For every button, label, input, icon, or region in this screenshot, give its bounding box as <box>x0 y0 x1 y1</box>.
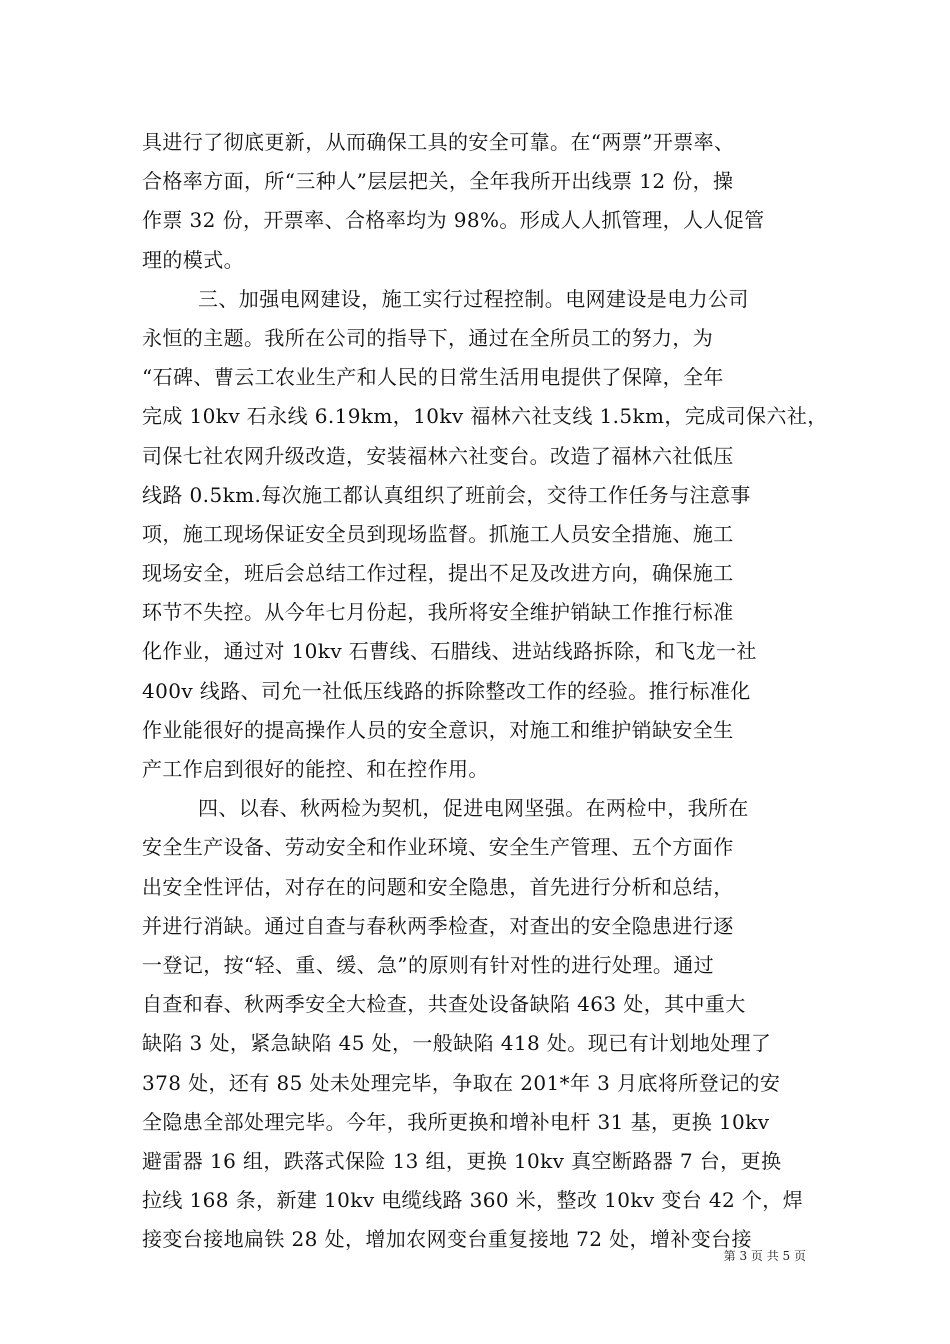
text-line: 拉线 168 条，新建 10kv 电缆线路 360 米，整改 10kv 变台 42 个，焊 <box>142 1188 804 1213</box>
page-number: 第 3 页 共 5 页 <box>723 1249 806 1263</box>
paragraph-first-line: 四、以春、秋两检为契机，促进电网坚强。在两检中，我所在 <box>198 796 749 821</box>
text-line: “石碑、曹云工农业生产和人民的日常生活用电提供了保障，全年 <box>142 365 724 390</box>
text-line: 作业能很好的提高操作人员的安全意识，对施工和维护销缺安全生 <box>142 717 734 742</box>
text-line: 全隐患全部处理完毕。今年，我所更换和增补电杆 31 基，更换 10kv <box>142 1109 770 1134</box>
text-line: 安全生产设备、劳动安全和作业环境、安全生产管理、五个方面作 <box>142 835 734 860</box>
text-line: 避雷器 16 组，跌落式保险 13 组，更换 10kv 真空断路器 7 台，更换 <box>142 1148 782 1173</box>
text-line: 环节不失控。从今年七月份起，我所将安全维护销缺工作推行标准 <box>142 600 734 625</box>
text-line: 项，施工现场保证安全员到现场监督。抓施工人员安全措施、施工 <box>142 521 734 546</box>
text-line: 理的模式。 <box>142 247 244 272</box>
text-line: 化作业，通过对 10kv 石曹线、石腊线、进站线路拆除，和飞龙一社 <box>142 639 757 664</box>
text-line: 并进行消缺。通过自查与春秋两季检查，对查出的安全隐患进行逐 <box>142 913 734 938</box>
text-line: 具进行了彻底更新，从而确保工具的安全可靠。在“两票”开票率、 <box>142 130 735 154</box>
paragraph-first-line: 三、加强电网建设，施工实行过程控制。电网建设是电力公司 <box>198 286 749 311</box>
text-line: 司保七社农网升级改造，安装福林六社变台。改造了福林六社低压 <box>142 443 734 468</box>
text-line: 378 处，还有 85 处未处理完毕，争取在 201*年 3 月底将所登记的安 <box>142 1070 781 1095</box>
text-line: 自查和春、秋两季安全大检查，共查处设备缺陷 463 处，其中重大 <box>142 992 746 1017</box>
text-line: 线路 0.5km.每次施工都认真组织了班前会，交待工作任务与注意事 <box>142 482 751 507</box>
text-line: 作票 32 份，开票率、合格率均为 98%。形成人人抓管理，人人促管 <box>142 208 765 233</box>
text-line: 接变台接地扁铁 28 处，增加农网变台重复接地 72 处，增补变台接 <box>142 1227 752 1252</box>
text-line: 永恒的主题。我所在公司的指导下，通过在全所员工的努力，为 <box>142 325 714 350</box>
text-line: 一登记，按“轻、重、缓、急”的原则有针对性的进行处理。通过 <box>142 952 715 977</box>
text-line: 产工作启到很好的能控、和在控作用。 <box>142 757 489 781</box>
text-line: 合格率方面，所“三种人”层层把关，全年我所开出线票 12 份，操 <box>142 169 734 194</box>
document-body <box>142 123 828 1259</box>
text-line: 缺陷 3 处，紧急缺陷 45 处，一般缺陷 418 处。现已有计划地处理了 <box>142 1031 772 1056</box>
text-line: 400v 线路、司允一社低压线路的拆除整改工作的经验。推行标准化 <box>142 678 751 703</box>
text-line: 出安全性评估，对存在的问题和安全隐患，首先进行分析和总结， <box>142 874 734 899</box>
text-line: 现场安全，班后会总结工作过程，提出不足及改进方向，确保施工 <box>142 561 734 586</box>
text-line: 完成 10kv 石永线 6.19km，10kv 福林六社支线 1.5km，完成司保六社， <box>142 404 828 429</box>
